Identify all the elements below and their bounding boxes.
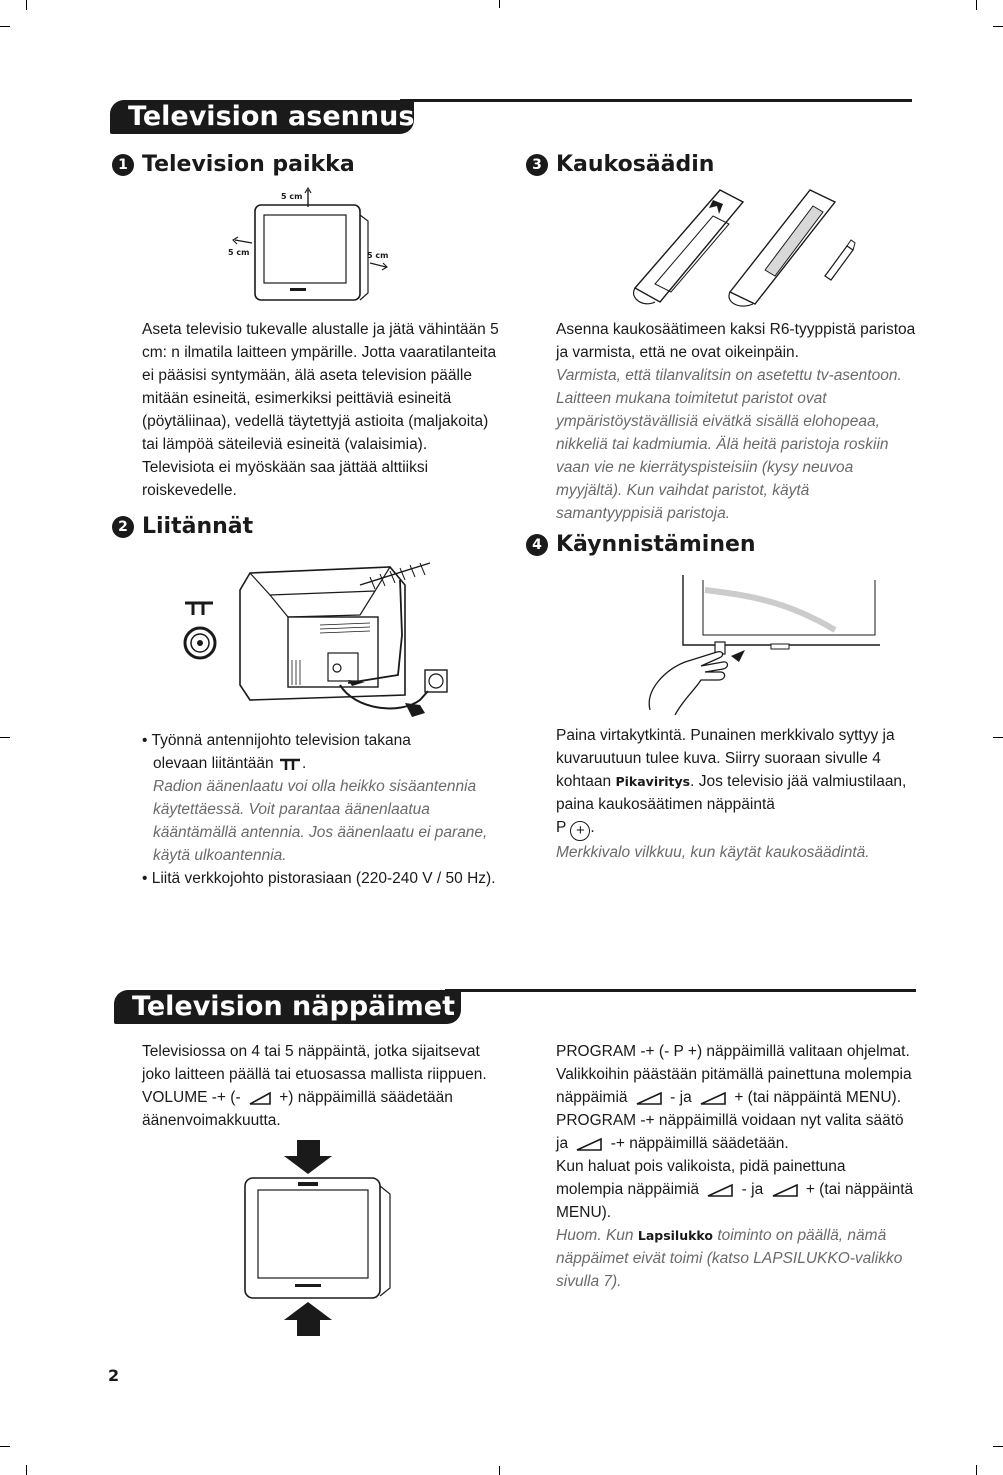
remote-note: Varmista, että tilanvalitsin on asetettu tv-asentoon. Laitteen mukana toimitetut paristot ovat ympäristöystävällisiä eivätkä sisällä elohopeaa, nikkeliä tai kadmiumia. Älä heitä paristoja roskiin vaan vie ne kierrätyspisteisiin (kysy neuvoa myyjältä). Kun vaihdat paristot, käytä samantyyppisiä paristoja. [556, 367, 902, 522]
volume-minus-icon [636, 1091, 662, 1105]
tv-front-buttons-illustration [240, 1138, 395, 1338]
controls-p3-b: - ja [741, 1181, 764, 1198]
volume-plus-icon [700, 1091, 726, 1105]
connections-note: Radion äänenlaatu voi olla heikko sisäantennia käytettäessä. Voit parantaa äänenlaatua kääntämällä antennia. Jos äänenlaatu ei parane, käytä ulkoantennia. [153, 778, 488, 864]
startup-text-a: Paina virtakytkintä. Punainen merkkivalo syttyy ja kuvaruutuun tulee kuva. Siirry suoraan sivulle 4 kohtaan [556, 727, 895, 790]
startup-text-b: . Jos televisio jää valmiustilaan, paina kaukosäätimen näppäintä [556, 773, 907, 813]
page-number: 2 [108, 1366, 120, 1385]
startup-text [556, 724, 916, 816]
controls-left-text-b: +) näppäimillä säädetään äänenvoimakkuutta. [142, 1089, 453, 1129]
controls-p1-a: PROGRAM -+ (- P +) näppäimillä valitaan ohjelmat. Valikkoihin päästään pitämällä painettuna molempia näppäimiä [556, 1043, 912, 1106]
heading-text: Liitännät [142, 514, 254, 539]
heading-placement [112, 151, 355, 179]
heading-remote [526, 151, 714, 179]
controls-p3-a: Kun haluat pois valikoista, pidä painettuna molempia näppäimiä [556, 1158, 846, 1198]
heading-number: 1 [112, 154, 134, 176]
remote-battery-illustration [625, 180, 865, 310]
section-rule [445, 989, 916, 992]
controls-p1 [556, 1040, 916, 1109]
volume-icon [249, 1091, 271, 1105]
volume-minus-icon [707, 1183, 733, 1197]
bullet-mains: • Liitä verkkojohto pistorasiaan (220-240 V / 50 Hz). [142, 870, 496, 887]
section-rule [400, 99, 912, 102]
clearance-label-right: 5 cm [367, 251, 389, 260]
startup-text-p [556, 816, 916, 841]
heading-number: 4 [526, 534, 548, 556]
heading-connections [112, 513, 253, 541]
antenna-icon [278, 757, 302, 771]
bullet-antenna-text: Työnnä antennijohto television takana [151, 732, 411, 749]
clearance-label-top: 5 cm [281, 192, 303, 201]
controls-left-text [142, 1040, 502, 1132]
controls-p2-a: PROGRAM -+ näppäimillä voidaan nyt valita säätö ja [556, 1112, 904, 1152]
controls-left-text-a: Televisiossa on 4 tai 5 näppäintä, jotka sijaitsevat joko laitteen päällä tai etuosassa mallista riippuen. VOLUME -+ (- [142, 1043, 487, 1106]
controls-left-body [142, 1040, 502, 1132]
bullet-antenna: • Työnnä antennijohto television takana [142, 732, 411, 749]
startup-note: Merkkivalo vilkkuu, kun käytät kaukosäädintä. [556, 844, 870, 861]
connections-body [142, 729, 502, 890]
heading-number: 2 [112, 516, 134, 538]
controls-p3 [556, 1155, 916, 1224]
bullet-antenna-cont: olevaan liitäntään . [153, 755, 307, 772]
controls-right-body [556, 1040, 916, 1293]
remote-body [556, 318, 916, 525]
placement-text: Aseta televisio tukevalle alustalle ja jätä vähintään 5 cm: n ilmatila laitteen ympärille. Jotta vaaratilanteita ei pääsisi syntymään, älä aseta television päälle mitään esineitä, esimerkiksi peittäviä esineitä (pöytäliinaa), vedellä täytettyjä astioita (maljakoita) tai lämpöä säteileviä esineitä (valaisimia). Televisiota ei myöskään saa jättää alttiiksi roiskevedelle. [142, 321, 499, 499]
bullet-antenna-text2: olevaan liitäntään [153, 755, 274, 772]
heading-number: 3 [526, 154, 548, 176]
heading-startup [526, 531, 756, 559]
startup-text-c: P [556, 819, 567, 836]
clearance-label-left: 5 cm [228, 248, 250, 257]
bullet-mains-text: Liitä verkkojohto pistorasiaan (220-240 V / 50 Hz). [151, 870, 496, 887]
antenna-connection-illustration [180, 555, 470, 725]
heading-text: Kaukosäädin [556, 152, 715, 177]
tv-clearance-illustration [220, 185, 400, 305]
controls-note [556, 1224, 916, 1293]
startup-text-end: . [590, 819, 595, 836]
startup-body [556, 724, 916, 864]
volume-plus-icon [772, 1183, 798, 1197]
controls-p1-c: + (tai näppäintä MENU). [734, 1089, 902, 1106]
volume-icon [576, 1137, 602, 1151]
controls-p2 [556, 1109, 916, 1155]
keyword-lapsilukko: Lapsilukko [637, 1228, 713, 1243]
controls-note-a: Huom. Kun [556, 1227, 634, 1244]
heading-text: Käynnistäminen [556, 532, 756, 557]
controls-p1-b: - ja [670, 1089, 692, 1106]
heading-text: Television paikka [142, 152, 355, 177]
section-title-controls: Television näppäimet [114, 990, 461, 1024]
remote-text: Asenna kaukosäätimeen kaksi R6-tyyppistä paristoa ja varmista, että ne ovat oikeinpäin. [556, 321, 916, 361]
controls-p2-b: -+ näppäimillä säädetään. [610, 1135, 789, 1152]
power-button-illustration [635, 570, 885, 720]
keyword-pikaviritys: Pikaviritys [615, 774, 691, 789]
placement-body [142, 318, 500, 502]
controls-p3-c: + (tai näppäintä MENU). [556, 1181, 914, 1221]
plus-button-icon: + [570, 821, 590, 841]
controls-note-b: toiminto on päällä, nämä näppäimet eivät toimi (katso LAPSILUKKO-valikko sivulla 7). [556, 1227, 903, 1290]
section-title-installation: Television asennus [110, 100, 414, 134]
